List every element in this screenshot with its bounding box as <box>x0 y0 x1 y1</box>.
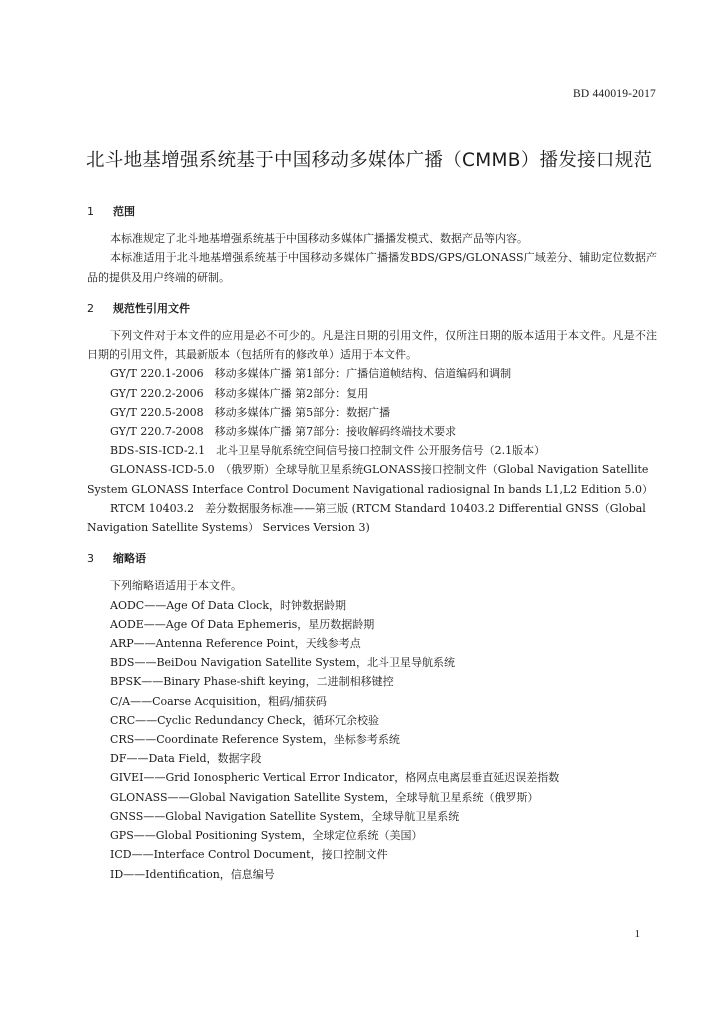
section-heading-abbreviations <box>87 549 657 568</box>
section-number: 3 <box>87 552 94 566</box>
abbreviation-item: GPS——Global Positioning System，全球定位系统（美国） <box>110 829 423 843</box>
document-title: 北斗地基增强系统基于中国移动多媒体广播（CMMB）播发接口规范 <box>86 150 653 171</box>
abbreviation-item: ID——Identification，信息编号 <box>110 867 275 881</box>
section-number: 2 <box>87 301 94 315</box>
paragraph: 本标准规定了北斗地基增强系统基于中国移动多媒体广播播发模式、数据产品等内容。 <box>110 232 528 246</box>
reference-item: GY/T 220.2-2006 移动多媒体广播 第2部分：复用 <box>110 386 369 400</box>
reference-item: BDS-SIS-ICD-2.1 北斗卫星导航系统空间信号接口控制文件 公开服务信号（2.1版本） <box>110 444 546 458</box>
abbreviation-item: AODC——Age Of Data Clock，时钟数据龄期 <box>110 598 347 612</box>
page-number: 1 <box>634 928 640 940</box>
paragraph: 下列文件对于本文件的应用是必不可少的。凡是注日期的引用文件，仅所注日期的版本适用于本文件。凡是不注日期的引用文件，其最新版本（包括所有的修改单）适用于本文件。 <box>87 329 657 362</box>
abbreviation-item: ARP——Antenna Reference Point，天线参考点 <box>110 637 361 651</box>
abbreviation-item: CRS——Coordinate Reference System，坐标参考系统 <box>110 733 400 747</box>
reference-item: GLONASS-ICD-5.0 （俄罗斯）全球导航卫星系统GLONASS接口控制文件（Global Navigation Satellite System GLONASS Interface Control Document Navigational radiosignal In bands L1,L2 Edition 5.0） <box>87 463 654 496</box>
paragraph: 下列缩略语适用于本文件。 <box>110 579 242 593</box>
abbreviation-item: BPSK——Binary Phase-shift keying，二进制相移键控 <box>110 675 394 689</box>
reference-item: GY/T 220.1-2006 移动多媒体广播 第1部分：广播信道帧结构、信道编码和调制 <box>110 367 512 381</box>
abbreviation-item: DF——Data Field，数据字段 <box>110 752 262 766</box>
abbreviation-item: GIVEI——Grid Ionospheric Vertical Error Indicator，格网点电离层垂直延迟误差指数 <box>110 771 560 785</box>
abbreviation-item: CRC——Cyclic Redundancy Check，循环冗余校验 <box>110 713 379 727</box>
abbreviation-item: ICD——Interface Control Document，接口控制文件 <box>110 848 388 862</box>
section-heading-normative-references <box>87 299 657 318</box>
section-number: 1 <box>87 205 94 218</box>
reference-item: GY/T 220.5-2008 移动多媒体广播 第5部分：数据广播 <box>110 405 391 419</box>
abbreviation-item: GLONASS——Global Navigation Satellite System，全球导航卫星系统（俄罗斯） <box>110 790 539 804</box>
section-title: 缩略语 <box>113 552 146 566</box>
section-title: 规范性引用文件 <box>113 301 190 315</box>
abbreviation-item: GNSS——Global Navigation Satellite System，全球导航卫星系统 <box>110 809 460 823</box>
reference-item: GY/T 220.7-2008 移动多媒体广播 第7部分：接收解码终端技术要求 <box>110 425 457 439</box>
section-heading-scope <box>87 202 657 221</box>
section-title: 范围 <box>113 205 135 218</box>
document-body <box>87 202 657 884</box>
reference-item: RTCM 10403.2 差分数据服务标准——第三版 (RTCM Standard 10403.2 Differential GNSS（Global Navigation Satellite Systems） Services Version 3) <box>87 501 646 535</box>
abbreviation-item: BDS——BeiDou Navigation Satellite System，北斗卫星导航系统 <box>110 656 455 670</box>
paragraph: 本标准适用于北斗地基增强系统基于中国移动多媒体广播播发BDS/GPS/GLONASS广域差分、辅助定位数据产品的提供及用户终端的研制。 <box>87 251 657 284</box>
abbreviation-item: AODE——Age Of Data Ephemeris，星历数据龄期 <box>110 617 375 631</box>
standard-code: BD 440019-2017 <box>573 88 656 100</box>
abbreviation-item: C/A——Coarse Acquisition，粗码/捕获码 <box>110 694 327 708</box>
